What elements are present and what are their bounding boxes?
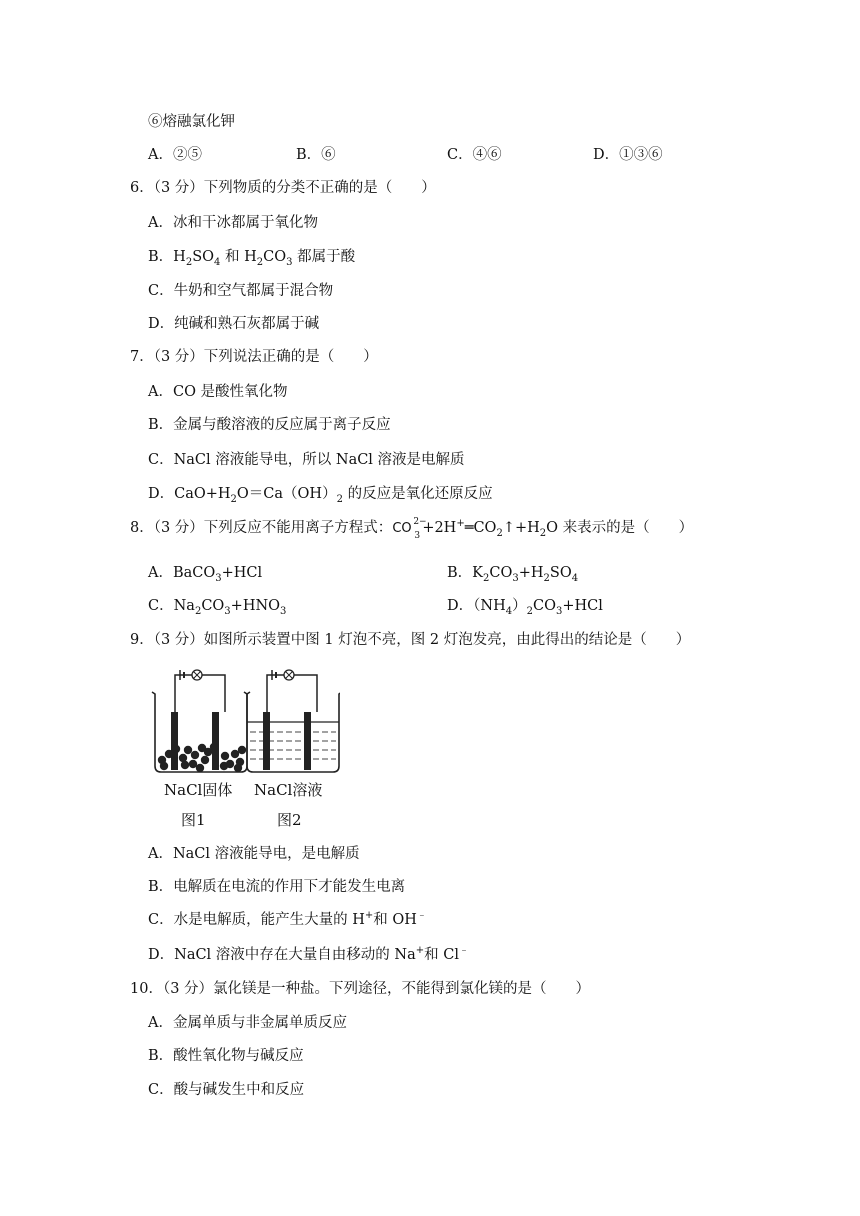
q9-option-b[interactable]: B．电解质在电流的作用下才能发生电离 (148, 879, 406, 895)
q10-option-b[interactable]: B．酸性氧化物与碱反应 (148, 1048, 304, 1064)
fig1-label: NaCl固体 (164, 781, 233, 799)
q5-option-b[interactable]: B．⑥ (296, 147, 336, 163)
q5-item-6: ⑥熔融氯化钾 (148, 114, 235, 130)
q7-option-c[interactable]: C．NaCl 溶液能导电，所以 NaCl 溶液是电解质 (148, 452, 465, 468)
carbonate-ion: CO 2− 3 (392, 517, 427, 541)
beaker-2 (244, 670, 340, 772)
q10-option-c[interactable]: C．酸与碱发生中和反应 (148, 1082, 305, 1098)
fig2-caption: 图2 (277, 811, 302, 829)
q10-option-a[interactable]: A．金属单质与非金属单质反应 (148, 1015, 347, 1031)
q8-option-b[interactable]: B．$K_2CO_3+H_2SO_4$ (447, 565, 579, 584)
q5-option-a[interactable]: A．②⑤ (148, 147, 202, 163)
q5-option-c[interactable]: C．④⑥ (447, 147, 502, 163)
q8-option-a[interactable]: A．BaCO$_3$+HCl (148, 565, 263, 584)
q6-stem: 6．（3 分）下列物质的分类不正确的是（ ） (130, 180, 436, 196)
q9-option-a[interactable]: A．NaCl 溶液能导电，是电解质 (148, 846, 360, 862)
q8-option-c[interactable]: C．$Na_2CO_3+HNO_3$ (148, 598, 287, 617)
q6-option-a[interactable]: A．冰和干冰都属于氧化物 (148, 215, 318, 231)
conductivity-figure (150, 660, 340, 829)
q6-option-c[interactable]: C．牛奶和空气都属于混合物 (148, 283, 334, 299)
q10-stem: 10．（3 分）氯化镁是一种盐。下列途径，不能得到氯化镁的是（ ） (130, 981, 591, 997)
q9-option-c[interactable]: C．水是电解质，能产生大量的 H+和 OH﹣ (148, 910, 427, 928)
q9-option-d[interactable]: D．NaCl 溶液中存在大量自由移动的 Na+和 Cl﹣ (148, 945, 469, 963)
q7-stem: 7．（3 分）下列说法正确的是（ ） (130, 349, 378, 365)
q6-option-d[interactable]: D．纯碱和熟石灰都属于碱 (148, 316, 320, 332)
beaker-1 (152, 670, 250, 772)
q8-stem: 8．（3 分）下列反应不能用离子方程式：CO 2− 3 $+2H^+═CO_2↑+H_2O$ 来表示的是（ ） (130, 517, 694, 541)
beakers-diagram (150, 660, 340, 780)
q6-option-b[interactable]: B．$H_2SO_4$ 和 $H_2CO_3$ 都属于酸 (148, 249, 356, 268)
q7-option-d[interactable]: D．$CaO+H_2O=Ca(OH)_2$ 的反应是氧化还原反应 (148, 486, 493, 505)
q8-option-d[interactable]: D．$(NH_4)_2CO_3+HCl$ (447, 598, 603, 617)
q7-option-b[interactable]: B．金属与酸溶液的反应属于离子反应 (148, 417, 391, 433)
q7-option-a[interactable]: A．CO 是酸性氧化物 (148, 384, 288, 400)
q5-option-d[interactable]: D．①③⑥ (593, 147, 663, 163)
q9-stem: 9．（3 分）如图所示装置中图 1 灯泡不亮，图 2 灯泡发亮，由此得出的结论是（ ） (130, 632, 691, 648)
fig1-caption: 图1 (181, 811, 206, 829)
fig2-label: NaCl溶液 (254, 781, 323, 799)
